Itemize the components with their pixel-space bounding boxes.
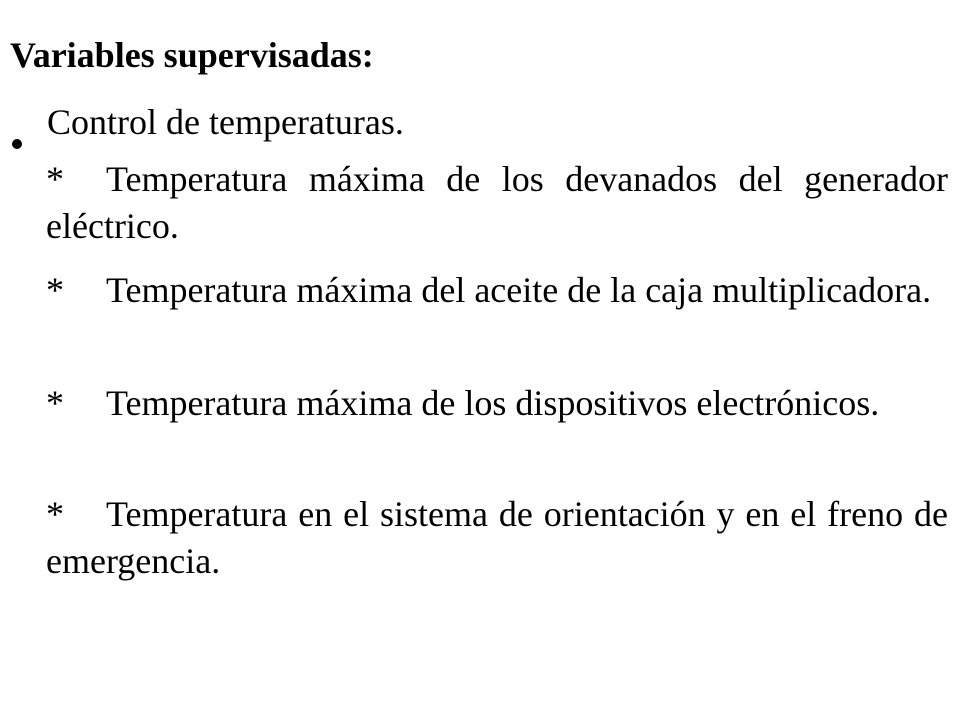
sub-item-generator-windings (46, 156, 948, 250)
sub-item-electronic-devices (46, 380, 948, 427)
section-heading: Variables supervisadas: (10, 35, 374, 75)
asterisk-marker: * (46, 383, 64, 423)
asterisk-marker: * (46, 494, 64, 534)
asterisk-marker: * (46, 270, 64, 310)
sub-item-text: Temperatura máxima de los dispositivos electrónicos. (106, 383, 880, 423)
sub-item-text: Temperatura en el sistema de orientación y en el freno de emergencia. (46, 494, 948, 581)
sub-item-gearbox-oil (46, 267, 948, 314)
sub-item-text: Temperatura máxima del aceite de la caja multiplicadora. (106, 270, 932, 310)
asterisk-marker: * (46, 159, 64, 199)
bullet-point-icon (10, 115, 24, 129)
sub-item-yaw-system-brake (46, 491, 948, 585)
sub-item-text: Temperatura máxima de los devanados del generador eléctrico. (46, 159, 948, 246)
bullet-item-text: Control de temperaturas. (47, 102, 404, 142)
